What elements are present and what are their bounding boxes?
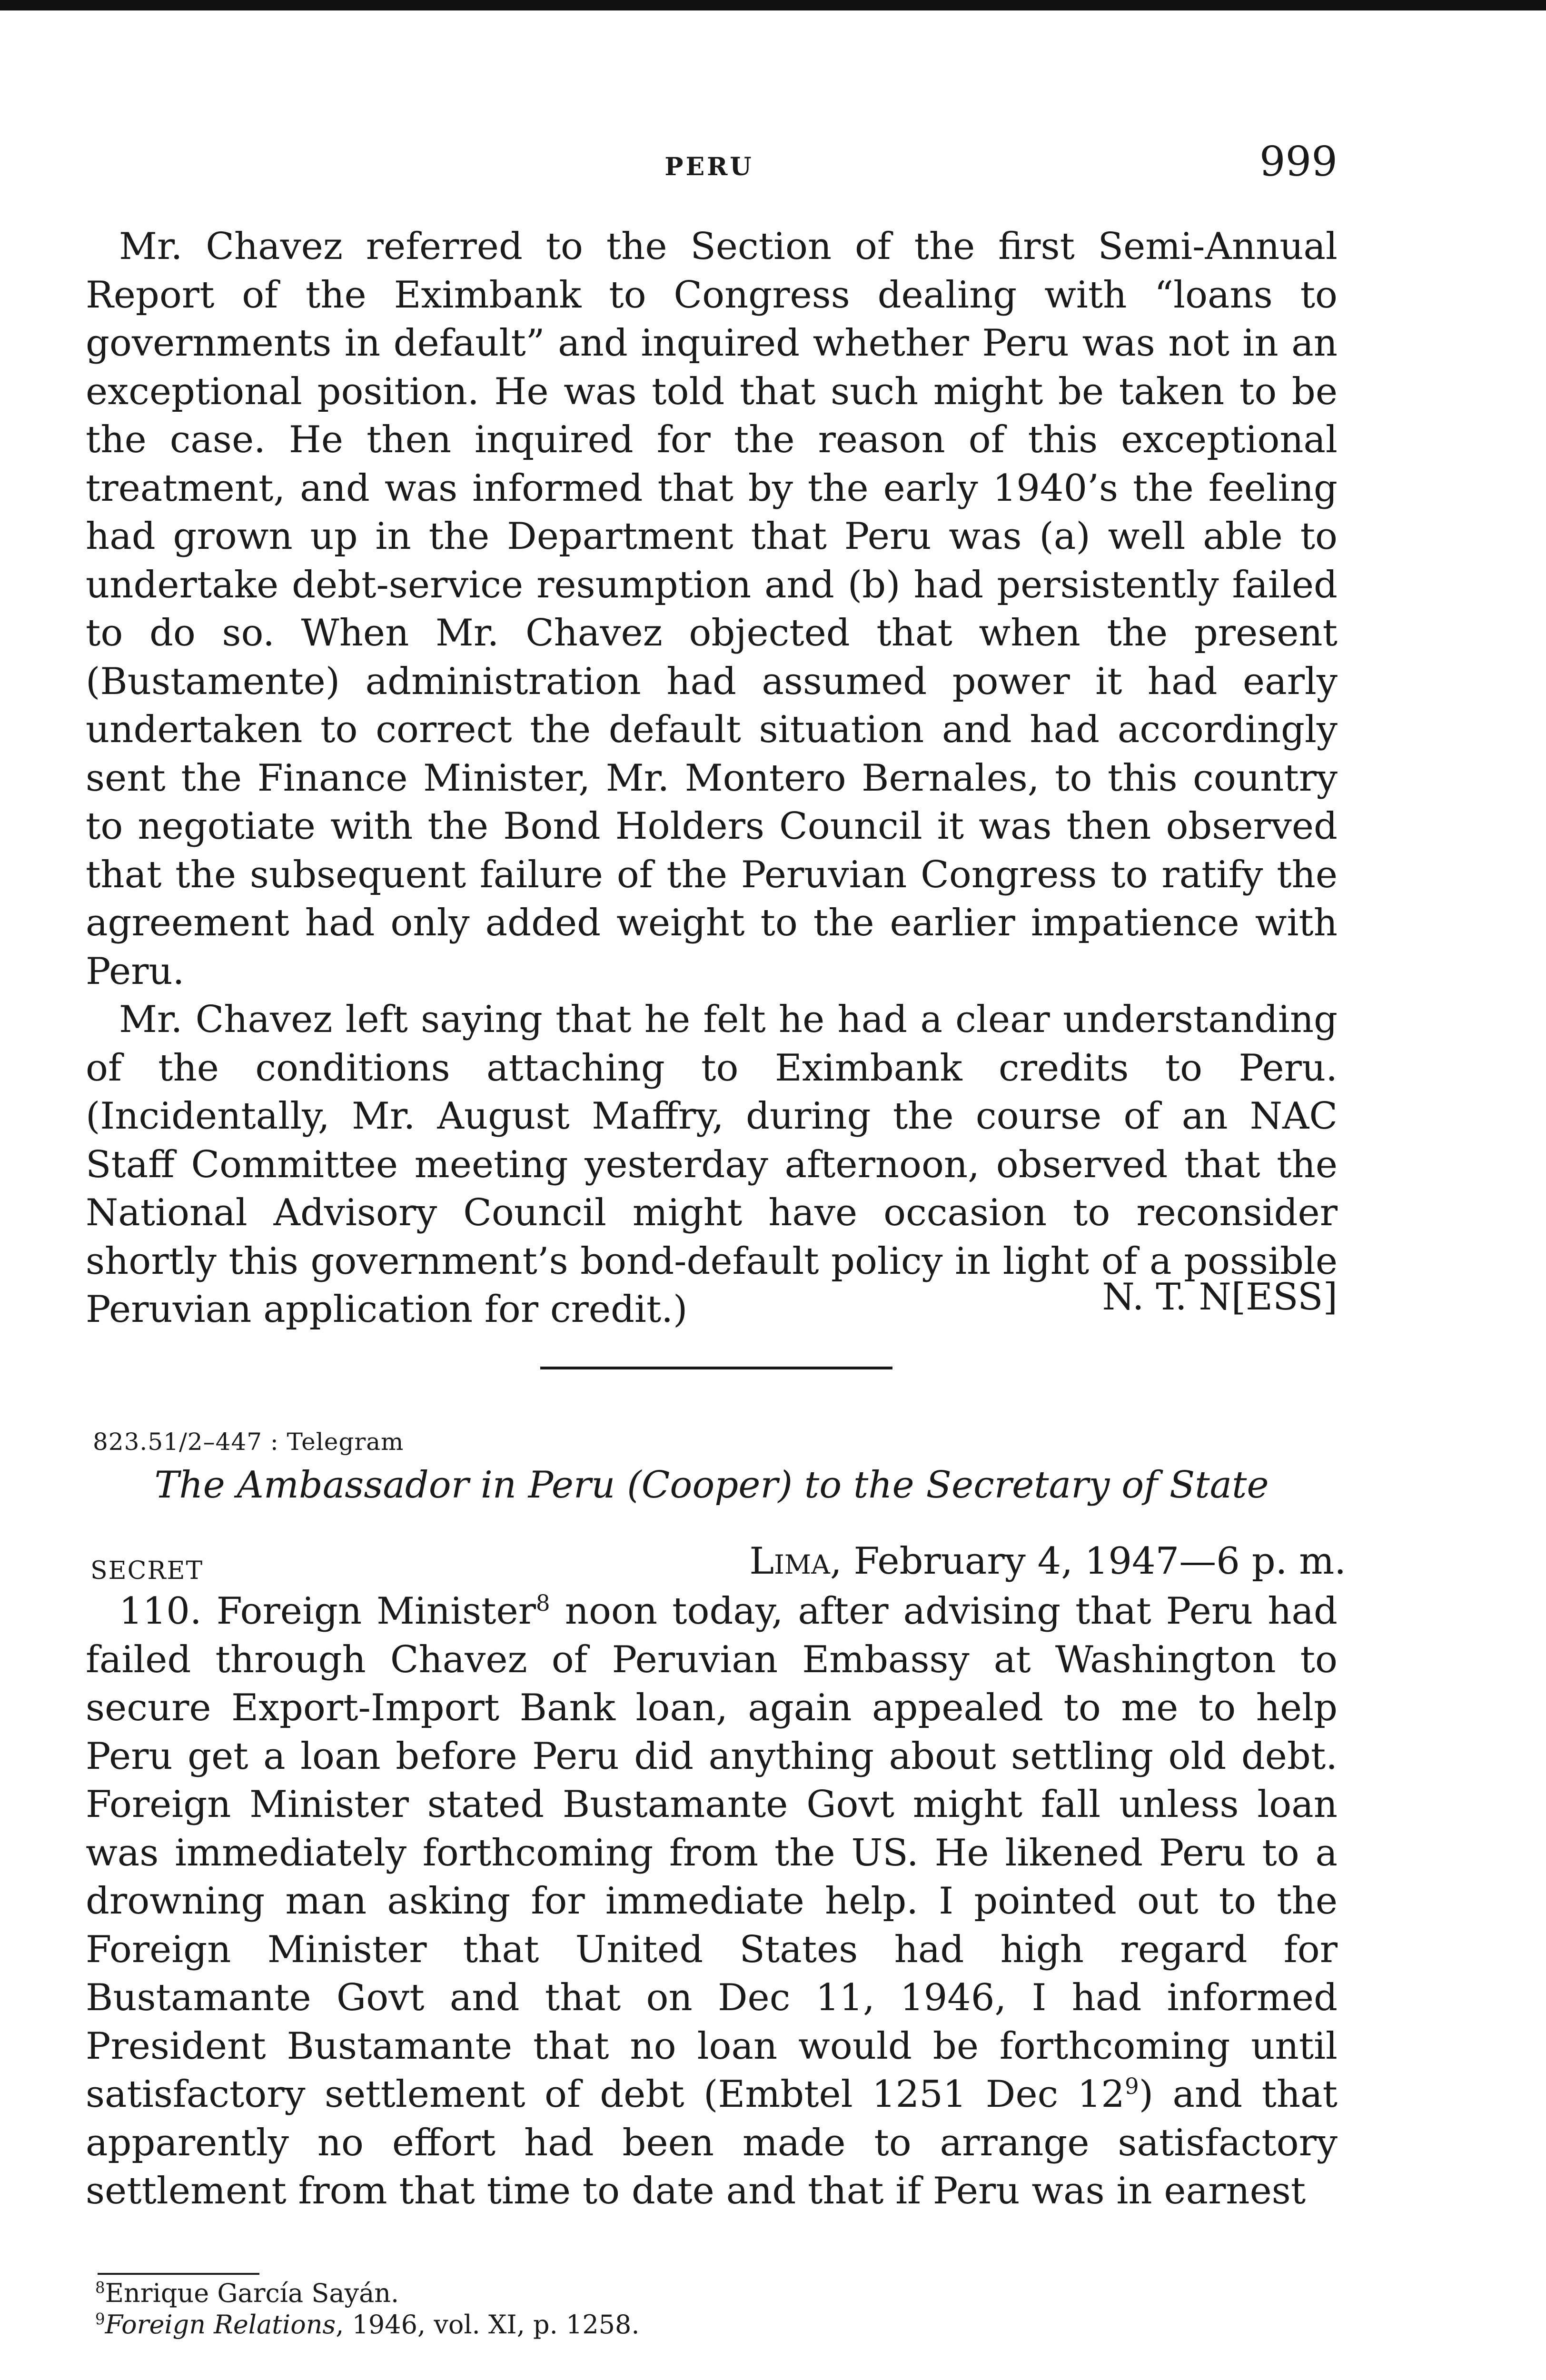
footnote-8 [95, 2278, 640, 2309]
footnote-title: Foreign Relations [105, 2310, 336, 2340]
telegram-text-1: 110. Foreign Minister [119, 1590, 536, 1633]
telegram-body [86, 1587, 1338, 2216]
footnote-rule [98, 2273, 259, 2275]
footnote-text: Enrique García Sayán. [105, 2278, 399, 2308]
page-number: 999 [1259, 138, 1338, 186]
dateline-date: , February 4, 1947—6 p. m. [830, 1540, 1346, 1583]
signature: N. T. N[ESS] [1102, 1276, 1338, 1319]
footnote-text: , 1946, vol. XI, p. 1258. [336, 2310, 640, 2340]
page-header [81, 138, 1338, 190]
classification-label: SECRET [90, 1557, 204, 1585]
footnote-mark: 8 [95, 2279, 105, 2297]
dateline-place: Lima [749, 1540, 830, 1583]
footnote-ref-9: 9 [1124, 2074, 1139, 2100]
telegram-paragraph [86, 1587, 1338, 2216]
footnote-ref-8: 8 [535, 1591, 550, 1616]
dateline [749, 1540, 1346, 1583]
running-head: PERU [664, 152, 754, 181]
footnotes [95, 2278, 640, 2340]
document-reference: 823.51/2–447 : Telegram [93, 1428, 404, 1456]
telegram-text-2: noon today, after advising that Peru had failed through Chavez of Peruvian Embassy at Washington to secure Export-Import Bank loan, again appealed to me to help Peru get a loan before Peru did anything about settling old debt. Foreign Minister stated Bustamante Govt might fall unless loan was immediately forthcoming from the US. He likened Peru to a drowning man asking for immediate help. I pointed out to the Foreign Minister that United States had high regard for Bustamante Govt and that on Dec 11, 1946, I had informed President Bustamante that no loan would be forthcoming until satisfactory settlement of debt (Embtel 1251 Dec 12 [86, 1590, 1338, 2116]
footnote-mark: 9 [95, 2310, 105, 2328]
paragraph-2: Mr. Chavez left saying that he felt he had a clear understanding of the conditions attaching to Eximbank credits to Peru. (Incidentally, Mr. August Maffry, during the course of an NAC Staff Committee meeting yesterday afternoon, observed that the National Advisory Council might have occasion to reconsider shortly this government’s bond-default policy in light of a possible Peruvian application for credit.) [86, 998, 1338, 1331]
paragraph-1: Mr. Chavez referred to the Section of the first Semi-Annual Report of the Eximbank to Congress dealing with “loans to governments in default” and inquired whether Peru was not in an exceptional position. He was told that such might be taken to be the case. He then inquired for the reason of this exceptional treatment, and was informed that by the early 1940’s the feeling had grown up in the Department that Peru was (a) well able to undertake debt-service resumption and (b) had persistently failed to do so. When Mr. Chavez objected that when the present (Bustamente) administration had assumed power it had early undertaken to correct the default situation and had accordingly sent the Finance Minister, Mr. Montero Bernales, to this country to negotiate with the Bond Holders Council it was then observed that the subsequent failure of the Peruvian Congress to ratify the agreement had only added weight to the earlier impatience with Peru. [86, 225, 1338, 993]
document-title: The Ambassador in Peru (Cooper) to the Secretary of State [154, 1464, 1269, 1507]
telegram-text-3: ) and that apparently no effort had been made to arrange satisfactory settlement from that time to date and that if Peru was in earnest [86, 2073, 1338, 2212]
memo-body [86, 223, 1338, 1334]
section-divider [540, 1367, 892, 1369]
footnote-9 [95, 2309, 640, 2340]
